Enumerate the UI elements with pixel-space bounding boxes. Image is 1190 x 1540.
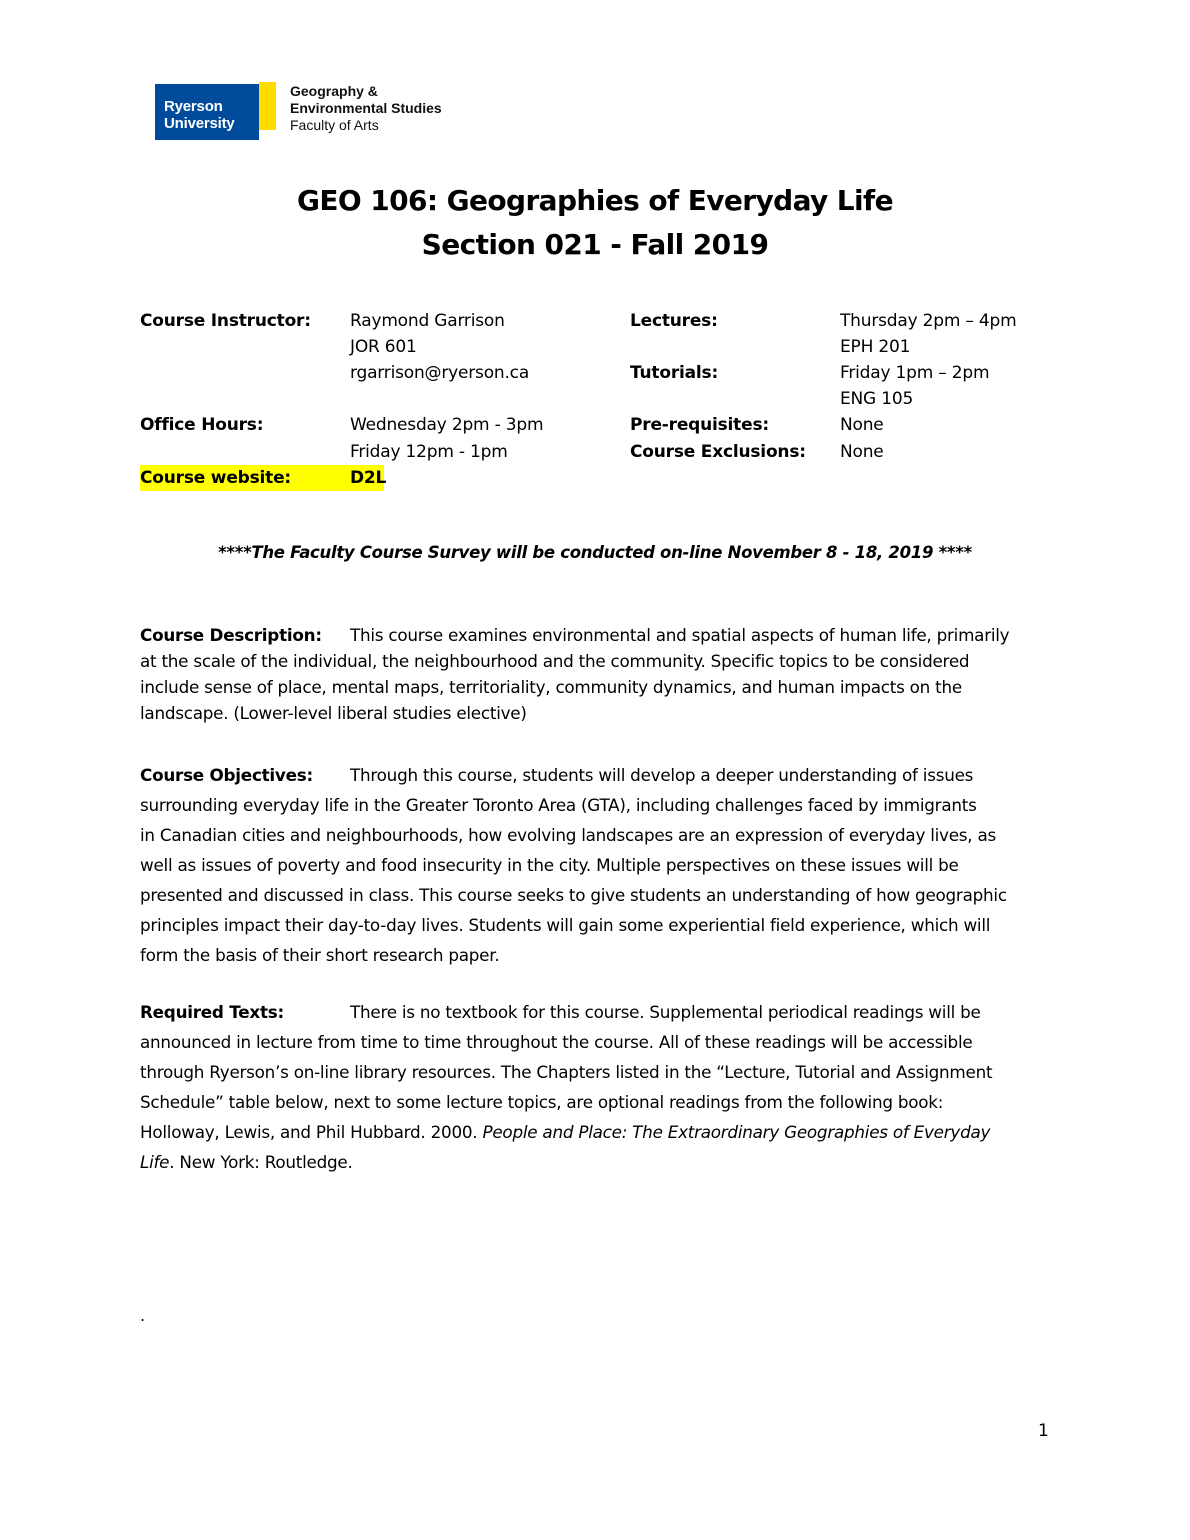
office-hours-1: Wednesday 2pm - 3pm <box>350 415 544 435</box>
lectures-time: Thursday 2pm – 4pm <box>840 311 1017 331</box>
required-texts-label: Required Texts: <box>140 1002 284 1022</box>
instructor-name: Raymond Garrison <box>350 311 505 331</box>
department-name: Geography & Environmental Studies Faculty of Arts <box>290 83 442 133</box>
stray-period: . <box>140 1306 146 1325</box>
course-website-label: Course website: <box>140 465 350 491</box>
prerequisites-value: None <box>840 415 884 435</box>
instructor-label: Course Instructor: <box>140 311 311 331</box>
course-title: GEO 106: Geographies of Everyday Life <box>296 184 894 217</box>
course-section: Section 021 - Fall 2019 <box>421 228 769 261</box>
required-texts: Required Texts: There is no textbook for this course. Supplemental periodical readings will be announced in lecture from time to time throughout the course. All of these readings will be accessible through Ryerson’s on-line library resources. The Chapters listed in the “Lecture, Tutorial and Assignment Schedule” table below, next to some lecture topics, are optional readings from the following book: Holloway, Lewis, and Phil Hubbard. 2000. People and Place: The Extraordinary Geographies of Everyday Life. New York: Routledge. <box>140 997 1060 1177</box>
ryerson-logo <box>155 84 442 140</box>
exclusions-label: Course Exclusions: <box>630 442 806 462</box>
prerequisites-label: Pre-requisites: <box>630 415 769 435</box>
lectures-room: EPH 201 <box>840 337 911 357</box>
course-description: Course Description: This course examines environmental and spatial aspects of human life, primarily at the scale of the individual, the neighbourhood and the community. Specific topics to be considered include sense of place, mental maps, territoriality, community dynamics, and human impacts on the landscape. (Lower-level liberal studies elective) <box>140 622 1060 726</box>
course-website-link[interactable]: D2L <box>350 465 384 491</box>
tutorials-label: Tutorials: <box>630 363 719 383</box>
office-hours-2: Friday 12pm - 1pm <box>350 442 508 462</box>
page-number: 1 <box>1038 1421 1049 1441</box>
description-label: Course Description: <box>140 625 322 645</box>
logo-yellow-bar <box>259 82 276 130</box>
university-wordmark: Ryerson University <box>155 84 259 140</box>
book-title: People and Place: The Extraordinary Geographies of Everyday <box>482 1122 991 1142</box>
objectives-label: Course Objectives: <box>140 765 313 785</box>
book-title-end: Life <box>140 1152 170 1172</box>
tutorials-time: Friday 1pm – 2pm <box>840 363 990 383</box>
tutorials-room: ENG 105 <box>840 389 914 409</box>
exclusions-value: None <box>840 442 884 462</box>
instructor-email[interactable]: rgarrison@ryerson.ca <box>350 363 530 383</box>
office-hours-label: Office Hours: <box>140 415 264 435</box>
instructor-office: JOR 601 <box>350 337 417 357</box>
survey-notice: ****The Faculty Course Survey will be conducted on-line November 8 - 18, 2019 **** <box>218 543 972 562</box>
lectures-label: Lectures: <box>630 311 718 331</box>
course-objectives: Course Objectives: Through this course, students will develop a deeper understanding of issues surrounding everyday life in the Greater Toronto Area (GTA), including challenges faced by immigrants in Canadian cities and neighbourhoods, how evolving landscapes are an expression of everyday lives, as well as issues of poverty and food insecurity in the city. Multiple perspectives on these issues will be presented and discussed in class. This course seeks to give students an understanding of how geographic principles impact their day-to-day lives. Students will gain some experiential field experience, which will form the basis of their short research paper. <box>140 760 1060 970</box>
